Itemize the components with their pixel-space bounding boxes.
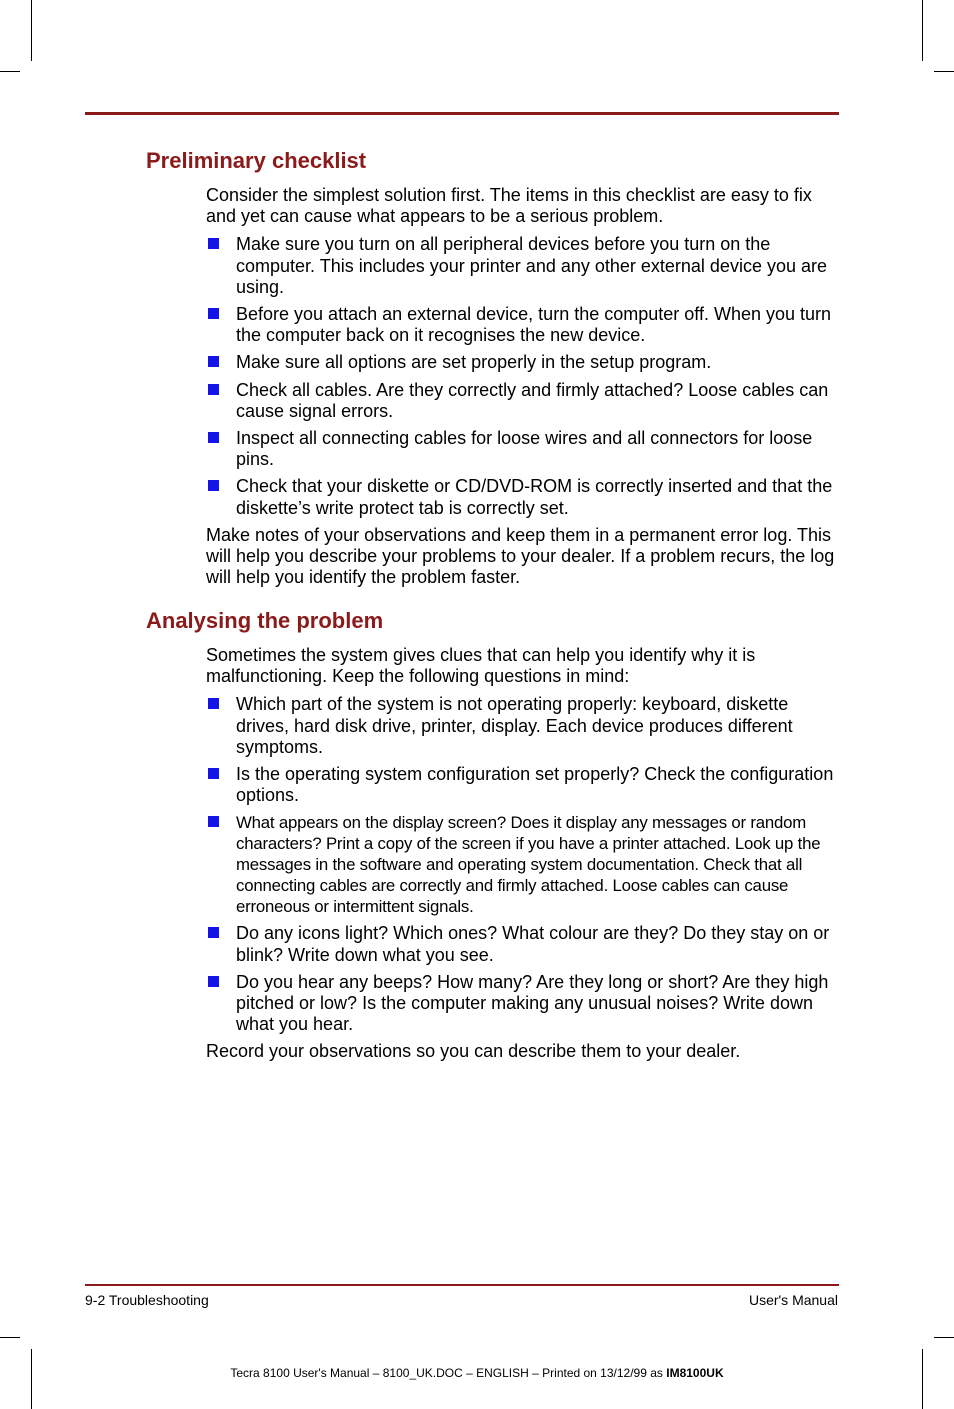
list-item-text: Make sure all options are set properly in the setup program. — [236, 352, 712, 373]
square-bullet-icon — [208, 698, 219, 709]
list-item-text: Before you attach an external device, turn the computer off. When you turn the computer back on it recognises the new device. — [236, 304, 832, 346]
square-bullet-icon — [208, 238, 219, 249]
list-item-text: Make sure you turn on all peripheral devices before you turn on the computer. This includes your printer and any other external device you are using. — [236, 234, 827, 297]
print-info-text: Tecra 8100 User's Manual – 8100_UK.DOC – ENGLISH – Printed on 13/12/99 as — [230, 1366, 667, 1380]
crop-mark — [0, 71, 20, 72]
list-item — [206, 428, 838, 470]
intro-paragraph: Consider the simplest solution first. The items in this checklist are easy to fix and yet can cause what appears to be a serious problem. — [206, 185, 812, 227]
list-item — [206, 304, 838, 346]
square-bullet-icon — [208, 976, 219, 987]
list-item — [206, 234, 838, 298]
list-item — [206, 352, 838, 373]
list-item-text: Which part of the system is not operating properly: keyboard, diskette drives, hard disk drive, printer, display. Each device produces different symptoms. — [236, 694, 793, 757]
footer-chapter: 9-2 Troubleshooting — [85, 1292, 209, 1308]
list-item-text: Is the operating system configuration set properly? Check the configuration options. — [236, 764, 834, 806]
square-bullet-icon — [208, 308, 219, 319]
list-item-text: Check all cables. Are they correctly and firmly attached? Loose cables can cause signal errors. — [236, 379, 829, 421]
crop-mark — [0, 1337, 20, 1338]
square-bullet-icon — [208, 356, 219, 367]
question-list — [206, 694, 838, 1035]
header-rule — [85, 112, 839, 115]
closing-paragraph: Record your observations so you can describe them to your dealer. — [206, 1041, 741, 1062]
square-bullet-icon — [208, 768, 219, 779]
square-bullet-icon — [208, 432, 219, 443]
list-item — [206, 476, 838, 518]
footer-rule — [85, 1284, 839, 1286]
section-heading-preliminary-checklist: Preliminary checklist — [146, 148, 367, 173]
list-item-text: Check that your diskette or CD/DVD-ROM is correctly inserted and that the diskette’s write protect tab is correctly set. — [236, 476, 833, 518]
print-info-code: IM8100UK — [666, 1366, 724, 1380]
footer-manual-title: User's Manual — [748, 1292, 838, 1308]
square-bullet-icon — [208, 816, 219, 827]
closing-paragraph: Make notes of your observations and keep them in a permanent error log. This will help you describe your problems to your dealer. If a problem recurs, the log will help you identify the problem faster. — [206, 524, 835, 588]
list-item-text: Do you hear any beeps? How many? Are they long or short? Are they high pitched or low? Is the computer making any unusual noises? Write down what you hear. — [236, 971, 829, 1035]
list-item — [206, 380, 838, 422]
square-bullet-icon — [208, 480, 219, 491]
section-body-analysing-the-problem — [206, 645, 838, 1070]
section-body-preliminary-checklist — [206, 185, 838, 595]
square-bullet-icon — [208, 927, 219, 938]
list-item-text: Inspect all connecting cables for loose wires and all connectors for loose pins. — [236, 428, 813, 470]
square-bullet-icon — [208, 384, 219, 395]
list-item-text: What appears on the display screen? Does it display any messages or random characters? Print a copy of the screen if you have a printer attached. Look up the messages in the software and operating system documentation. Check that all connecting cables are correctly and firmly attached. Loose cables can cause erroneous or intermittent signals. — [236, 813, 821, 917]
list-item-text: Do any icons light? Which ones? What colour are they? Do they stay on or blink? Write down what you see. — [236, 923, 830, 965]
list-item — [206, 923, 838, 965]
crop-mark — [31, 0, 32, 61]
list-item — [206, 972, 838, 1036]
print-info-line — [0, 1366, 954, 1380]
section-heading-analysing-the-problem: Analysing the problem — [146, 608, 384, 633]
list-item — [206, 764, 838, 806]
crop-mark — [934, 71, 954, 72]
crop-mark — [922, 0, 923, 61]
checklist — [206, 234, 838, 518]
list-item — [206, 694, 838, 758]
crop-mark — [934, 1337, 954, 1338]
list-item — [206, 812, 838, 917]
intro-paragraph: Sometimes the system gives clues that can help you identify why it is malfunctioning. Keep the following questions in mind: — [206, 645, 756, 687]
